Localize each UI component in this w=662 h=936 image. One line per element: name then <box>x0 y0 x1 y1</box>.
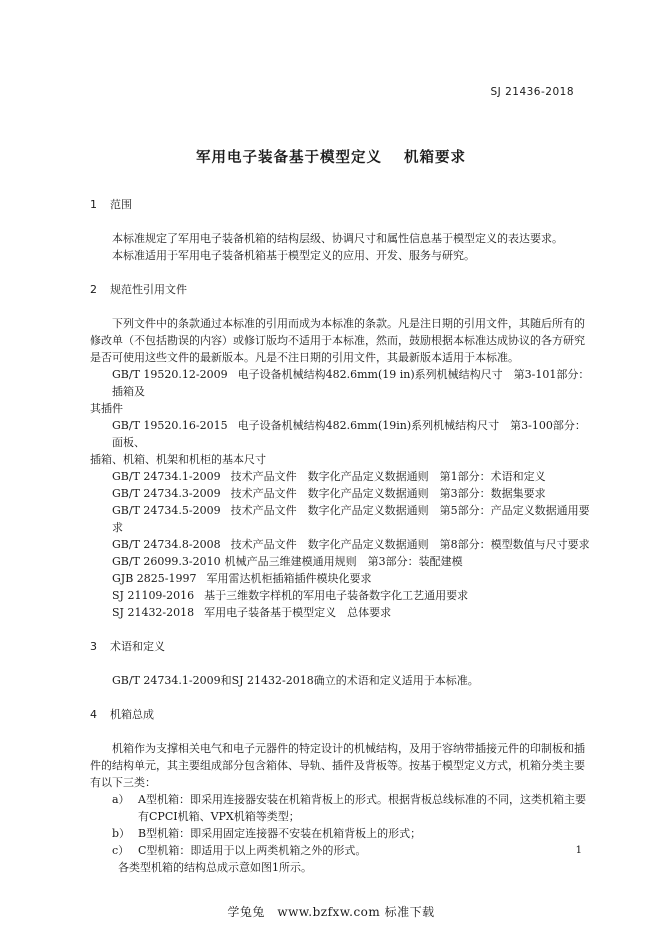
title-part-2: 机箱要求 <box>404 150 466 166</box>
section-4-heading <box>90 706 590 723</box>
document-body <box>90 196 590 876</box>
paragraph: 机箱作为支撑相关电气和电子元器件的特定设计的机械结构，及用于容纳带插接元件的印制板和插 <box>112 742 585 755</box>
list-text: B型机箱：即采用固定连接器不安装在机箱背板上的形式； <box>138 827 422 840</box>
reference-item <box>90 587 590 604</box>
reference-item-continuation: 其插件 <box>90 402 123 415</box>
reference-code: GB/T 24734.1-2009 <box>112 470 221 483</box>
paragraph: 下列文件中的条款通过本标准的引用而成为本标准的条款。凡是注日期的引用文件，其随后所有的 <box>112 317 585 330</box>
reference-title: 军用雷达机柜插箱插件模块化要求 <box>206 572 372 585</box>
reference-item <box>90 502 590 536</box>
reference-item <box>90 366 590 400</box>
paragraph: 本标准规定了军用电子装备机箱的结构层级、协调尺寸和属性信息基于模型定义的表达要求。 <box>112 232 563 245</box>
list-text: A型机箱：即采用连接器安装在机箱背板上的形式。根据背板总线标准的不同，这类机箱主要 <box>138 793 586 806</box>
reference-code: GB/T 26099.3-2010 <box>112 555 221 568</box>
reference-title: 军用电子装备基于模型定义 总体要求 <box>204 606 392 619</box>
reference-title: 技术产品文件 数字化产品定义数据通则 第8部分：模型数值与尺寸要求 <box>230 538 590 551</box>
list-marker: a） <box>112 793 130 806</box>
reference-code: SJ 21432-2018 <box>112 606 195 619</box>
section-2-heading <box>90 281 590 298</box>
watermark-text: 学兔兔 www.bzfxw.com 标准下载 <box>227 905 435 919</box>
reference-title: 技术产品文件 数字化产品定义数据通则 第1部分：术语和定义 <box>230 470 546 483</box>
reference-item <box>90 553 590 570</box>
section-title: 机箱总成 <box>110 708 154 721</box>
list-item <box>90 842 590 859</box>
list-marker: c） <box>112 844 130 857</box>
page-title <box>0 150 662 167</box>
paragraph-line: 是否可使用这些文件的最新版本。凡是不注日期的引用文件，其最新版本适用于本标准。 <box>90 351 519 364</box>
list-marker: b） <box>112 827 131 840</box>
list-item-continuation: 有CPCI机箱、VPX机箱等类型； <box>138 810 300 823</box>
reference-item <box>90 468 590 485</box>
reference-item-continuation: 插箱、机箱、机架和机柜的基本尺寸 <box>90 453 266 466</box>
document-code: SJ 21436-2018 <box>490 86 574 98</box>
reference-title: 技术产品文件 数字化产品定义数据通则 第5部分：产品定义数据通用要求 <box>112 504 590 534</box>
reference-title: 技术产品文件 数字化产品定义数据通则 第3部分：数据集要求 <box>230 487 546 500</box>
reference-item <box>90 417 590 451</box>
section-3-heading <box>90 638 590 655</box>
reference-title: 机械产品三维建模通用规则 第3部分：装配建模 <box>224 555 463 568</box>
list-text: C型机箱：即适用于以上两类机箱之外的形式。 <box>138 844 367 857</box>
list-item <box>90 791 590 808</box>
paragraph: 各类型机箱的结构总成示意如图1所示。 <box>118 861 312 874</box>
paragraph-line: 件的结构单元，其主要组成部分包含箱体、导轨、插件及背板等。按基于模型定义方式，机箱分类主要 <box>90 759 585 772</box>
section-title: 范围 <box>110 198 132 211</box>
section-number: 1 <box>90 198 97 211</box>
reference-title: 基于三维数字样机的军用电子装备数字化工艺通用要求 <box>204 589 469 602</box>
reference-item <box>90 485 590 502</box>
reference-code: GB/T 19520.16-2015 <box>112 419 228 432</box>
paragraph: GB/T 24734.1-2009和SJ 21432-2018确立的术语和定义适用于本标准。 <box>112 674 479 687</box>
section-title: 术语和定义 <box>110 640 165 653</box>
section-number: 4 <box>90 708 97 721</box>
section-1-heading <box>90 196 590 213</box>
reference-code: GB/T 24734.3-2009 <box>112 487 221 500</box>
reference-item <box>90 536 590 553</box>
list-item <box>90 825 590 842</box>
reference-item <box>90 604 590 621</box>
paragraph-line: 修改单（不包括勘误的内容）或修订版均不适用于本标准，然而，鼓励根据本标准达成协议的各方研究 <box>90 334 585 347</box>
section-number: 3 <box>90 640 97 653</box>
reference-code: GJB 2825-1997 <box>112 572 197 585</box>
reference-code: GB/T 24734.5-2009 <box>112 504 221 517</box>
reference-code: SJ 21109-2016 <box>112 589 195 602</box>
title-part-1: 军用电子装备基于模型定义 <box>196 150 382 166</box>
reference-code: GB/T 24734.8-2008 <box>112 538 221 551</box>
paragraph-line: 有以下三类： <box>90 776 156 789</box>
reference-title: 电子设备机械结构482.6mm(19in)系列机械结构尺寸 第3-100部分：面板、 <box>112 419 586 449</box>
section-title: 规范性引用文件 <box>110 283 187 296</box>
reference-code: GB/T 19520.12-2009 <box>112 368 228 381</box>
page-number: 1 <box>575 845 582 856</box>
paragraph: 本标准适用于军用电子装备机箱基于模型定义的应用、开发、服务与研究。 <box>112 249 475 262</box>
section-number: 2 <box>90 283 97 296</box>
reference-item <box>90 570 590 587</box>
reference-title: 电子设备机械结构482.6mm(19 in)系列机械结构尺寸 第3-101部分：插箱及 <box>112 368 590 398</box>
